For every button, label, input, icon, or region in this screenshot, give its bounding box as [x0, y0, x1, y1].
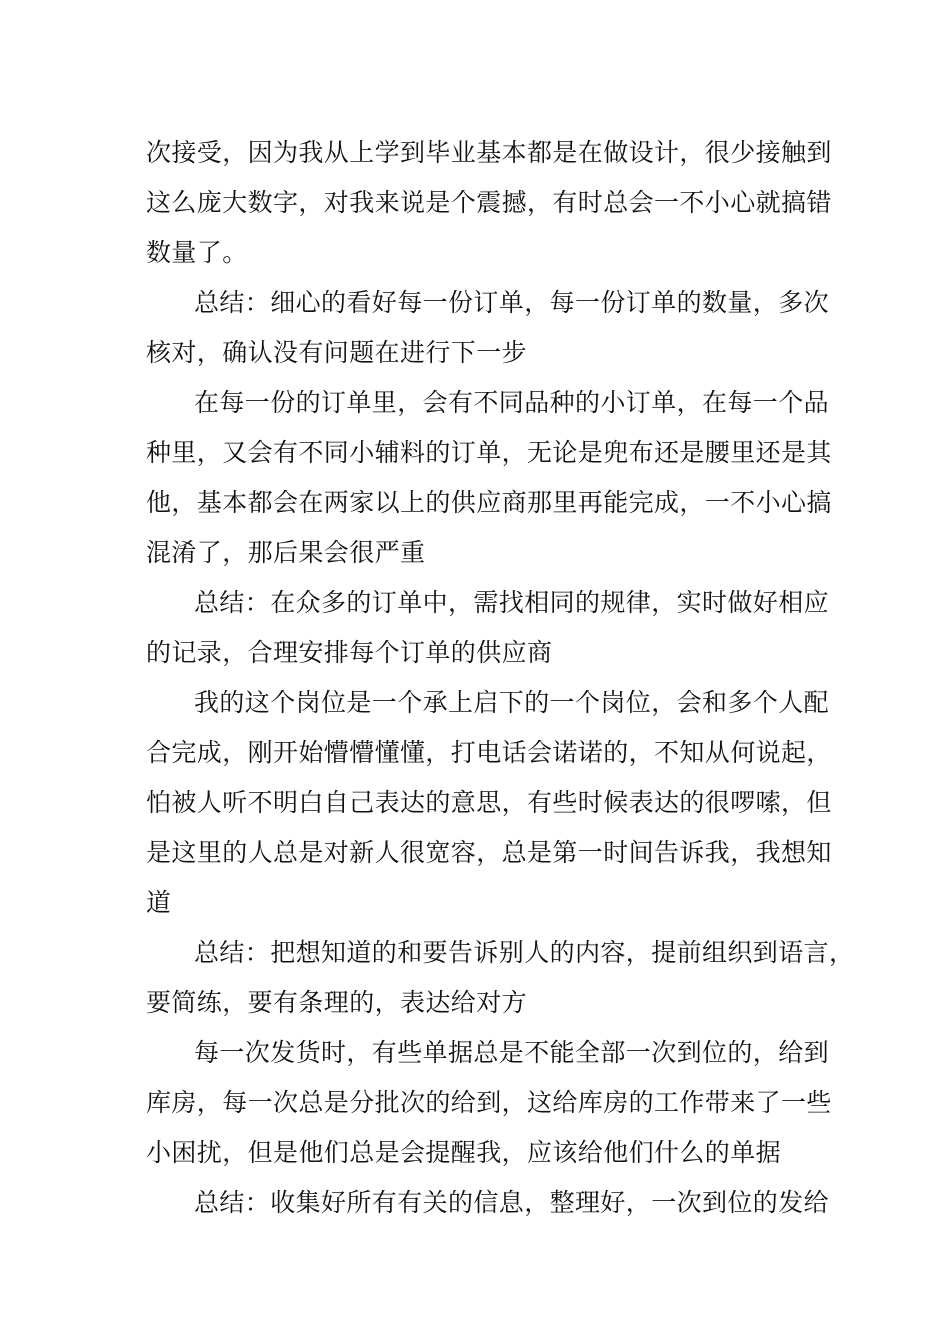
text-line: 数量了。 — [146, 238, 248, 267]
summary-line: 总结：细心的看好每一份订单，每一份订单的数量，多次 — [194, 288, 830, 317]
text-line: 混淆了，那后果会很严重 — [146, 538, 426, 567]
text-line: 是这里的人总是对新人很宽容，总是第一时间告诉我，我想知 — [146, 838, 832, 867]
summary-line: 总结：在众多的订单中，需找相同的规律，实时做好相应 — [194, 588, 830, 617]
paragraph-start-line: 每一次发货时，有些单据总是不能全部一次到位的，给到 — [194, 1038, 830, 1067]
text-line: 种里，又会有不同小辅料的订单，无论是兜布还是腰里还是其 — [146, 438, 832, 467]
summary-line: 总结：收集好所有有关的信息，整理好，一次到位的发给 — [194, 1188, 830, 1217]
text-line: 核对，确认没有问题在进行下一步 — [146, 338, 528, 367]
text-line: 合完成，刚开始懵懵懂懂，打电话会诺诺的，不知从何说起， — [146, 738, 832, 767]
summary-line: 总结：把想知道的和要告诉别人的内容，提前组织到语言， — [194, 938, 855, 967]
body-text — [146, 128, 855, 1228]
text-line: 库房，每一次总是分批次的给到，这给库房的工作带来了一些 — [146, 1088, 832, 1117]
text-line: 怕被人听不明白自己表达的意思，有些时候表达的很啰嗦，但 — [146, 788, 832, 817]
text-line: 道 — [146, 888, 172, 917]
paragraph-start-line: 我的这个岗位是一个承上启下的一个岗位，会和多个人配 — [194, 688, 830, 717]
text-line: 要简练，要有条理的，表达给对方 — [146, 988, 528, 1017]
text-line: 他，基本都会在两家以上的供应商那里再能完成，一不小心搞 — [146, 488, 832, 517]
text-line: 小困扰，但是他们总是会提醒我，应该给他们什么的单据 — [146, 1138, 782, 1167]
text-line: 次接受，因为我从上学到毕业基本都是在做设计，很少接触到 — [146, 138, 832, 167]
paragraph-start-line: 在每一份的订单里，会有不同品种的小订单，在每一个品 — [194, 388, 830, 417]
text-line: 的记录，合理安排每个订单的供应商 — [146, 638, 553, 667]
text-line: 这么庞大数字，对我来说是个震撼，有时总会一不小心就搞错 — [146, 188, 832, 217]
